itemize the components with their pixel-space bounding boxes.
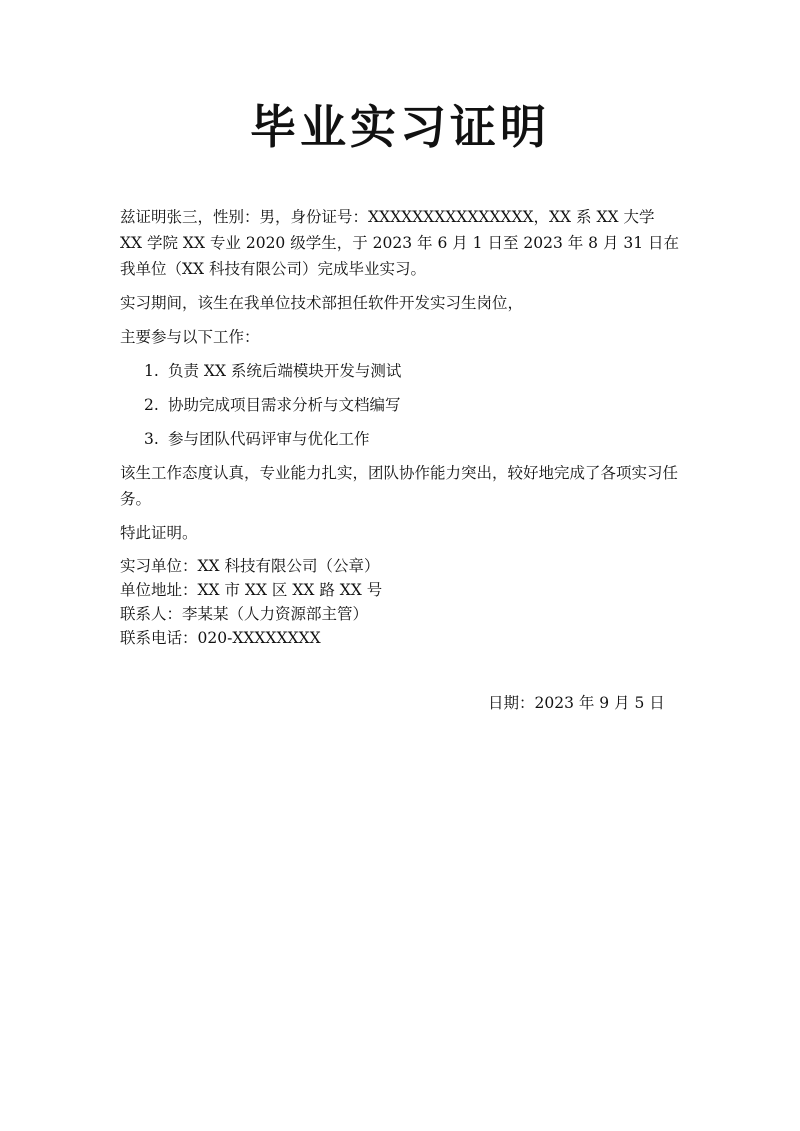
list-item-number: 2.	[144, 396, 159, 414]
list-item-number: 1.	[144, 362, 159, 380]
duties-intro-paragraph: 主要参与以下工作：	[120, 328, 260, 346]
list-item-text: 负责 XX 系统后端模块开发与测试	[168, 362, 402, 380]
list-item	[120, 426, 680, 452]
list-item	[120, 392, 680, 418]
list-item-text: 参与团队代码评审与优化工作	[168, 430, 370, 448]
list-item-text: 协助完成项目需求分析与文档编写	[168, 396, 401, 414]
contact-address: 单位地址：XX 市 XX 区 XX 路 XX 号	[120, 581, 383, 599]
list-item	[120, 358, 680, 384]
intro-paragraph: 兹证明张三，性别：男，身份证号：XXXXXXXXXXXXXXX，XX 系 XX 大学 XX 学院 XX 专业 2020 级学生，于 2023 年 6 月 1 日至 2023 年 8 月 31 日在我单位（XX 科技有限公司）完成毕业实习。	[120, 208, 680, 278]
contact-unit: 实习单位：XX 科技有限公司（公章）	[120, 557, 380, 575]
list-item-number: 3.	[144, 430, 159, 448]
issue-date: 日期：2023 年 9 月 5 日	[488, 694, 665, 712]
duties-list	[120, 358, 680, 452]
contact-phone: 联系电话：020-XXXXXXXX	[120, 629, 321, 647]
certificate-body	[120, 204, 680, 650]
evaluation-paragraph: 该生工作态度认真，专业能力扎实，团队协作能力突出，较好地完成了各项实习任务。	[120, 464, 679, 508]
position-paragraph: 实习期间，该生在我单位技术部担任软件开发实习生岗位，	[120, 294, 524, 312]
page-title: 毕业实习证明	[250, 100, 550, 154]
contact-block	[120, 554, 680, 650]
closing-paragraph: 特此证明。	[120, 524, 198, 542]
contact-person: 联系人：李某某（人力资源部主管）	[120, 605, 369, 623]
